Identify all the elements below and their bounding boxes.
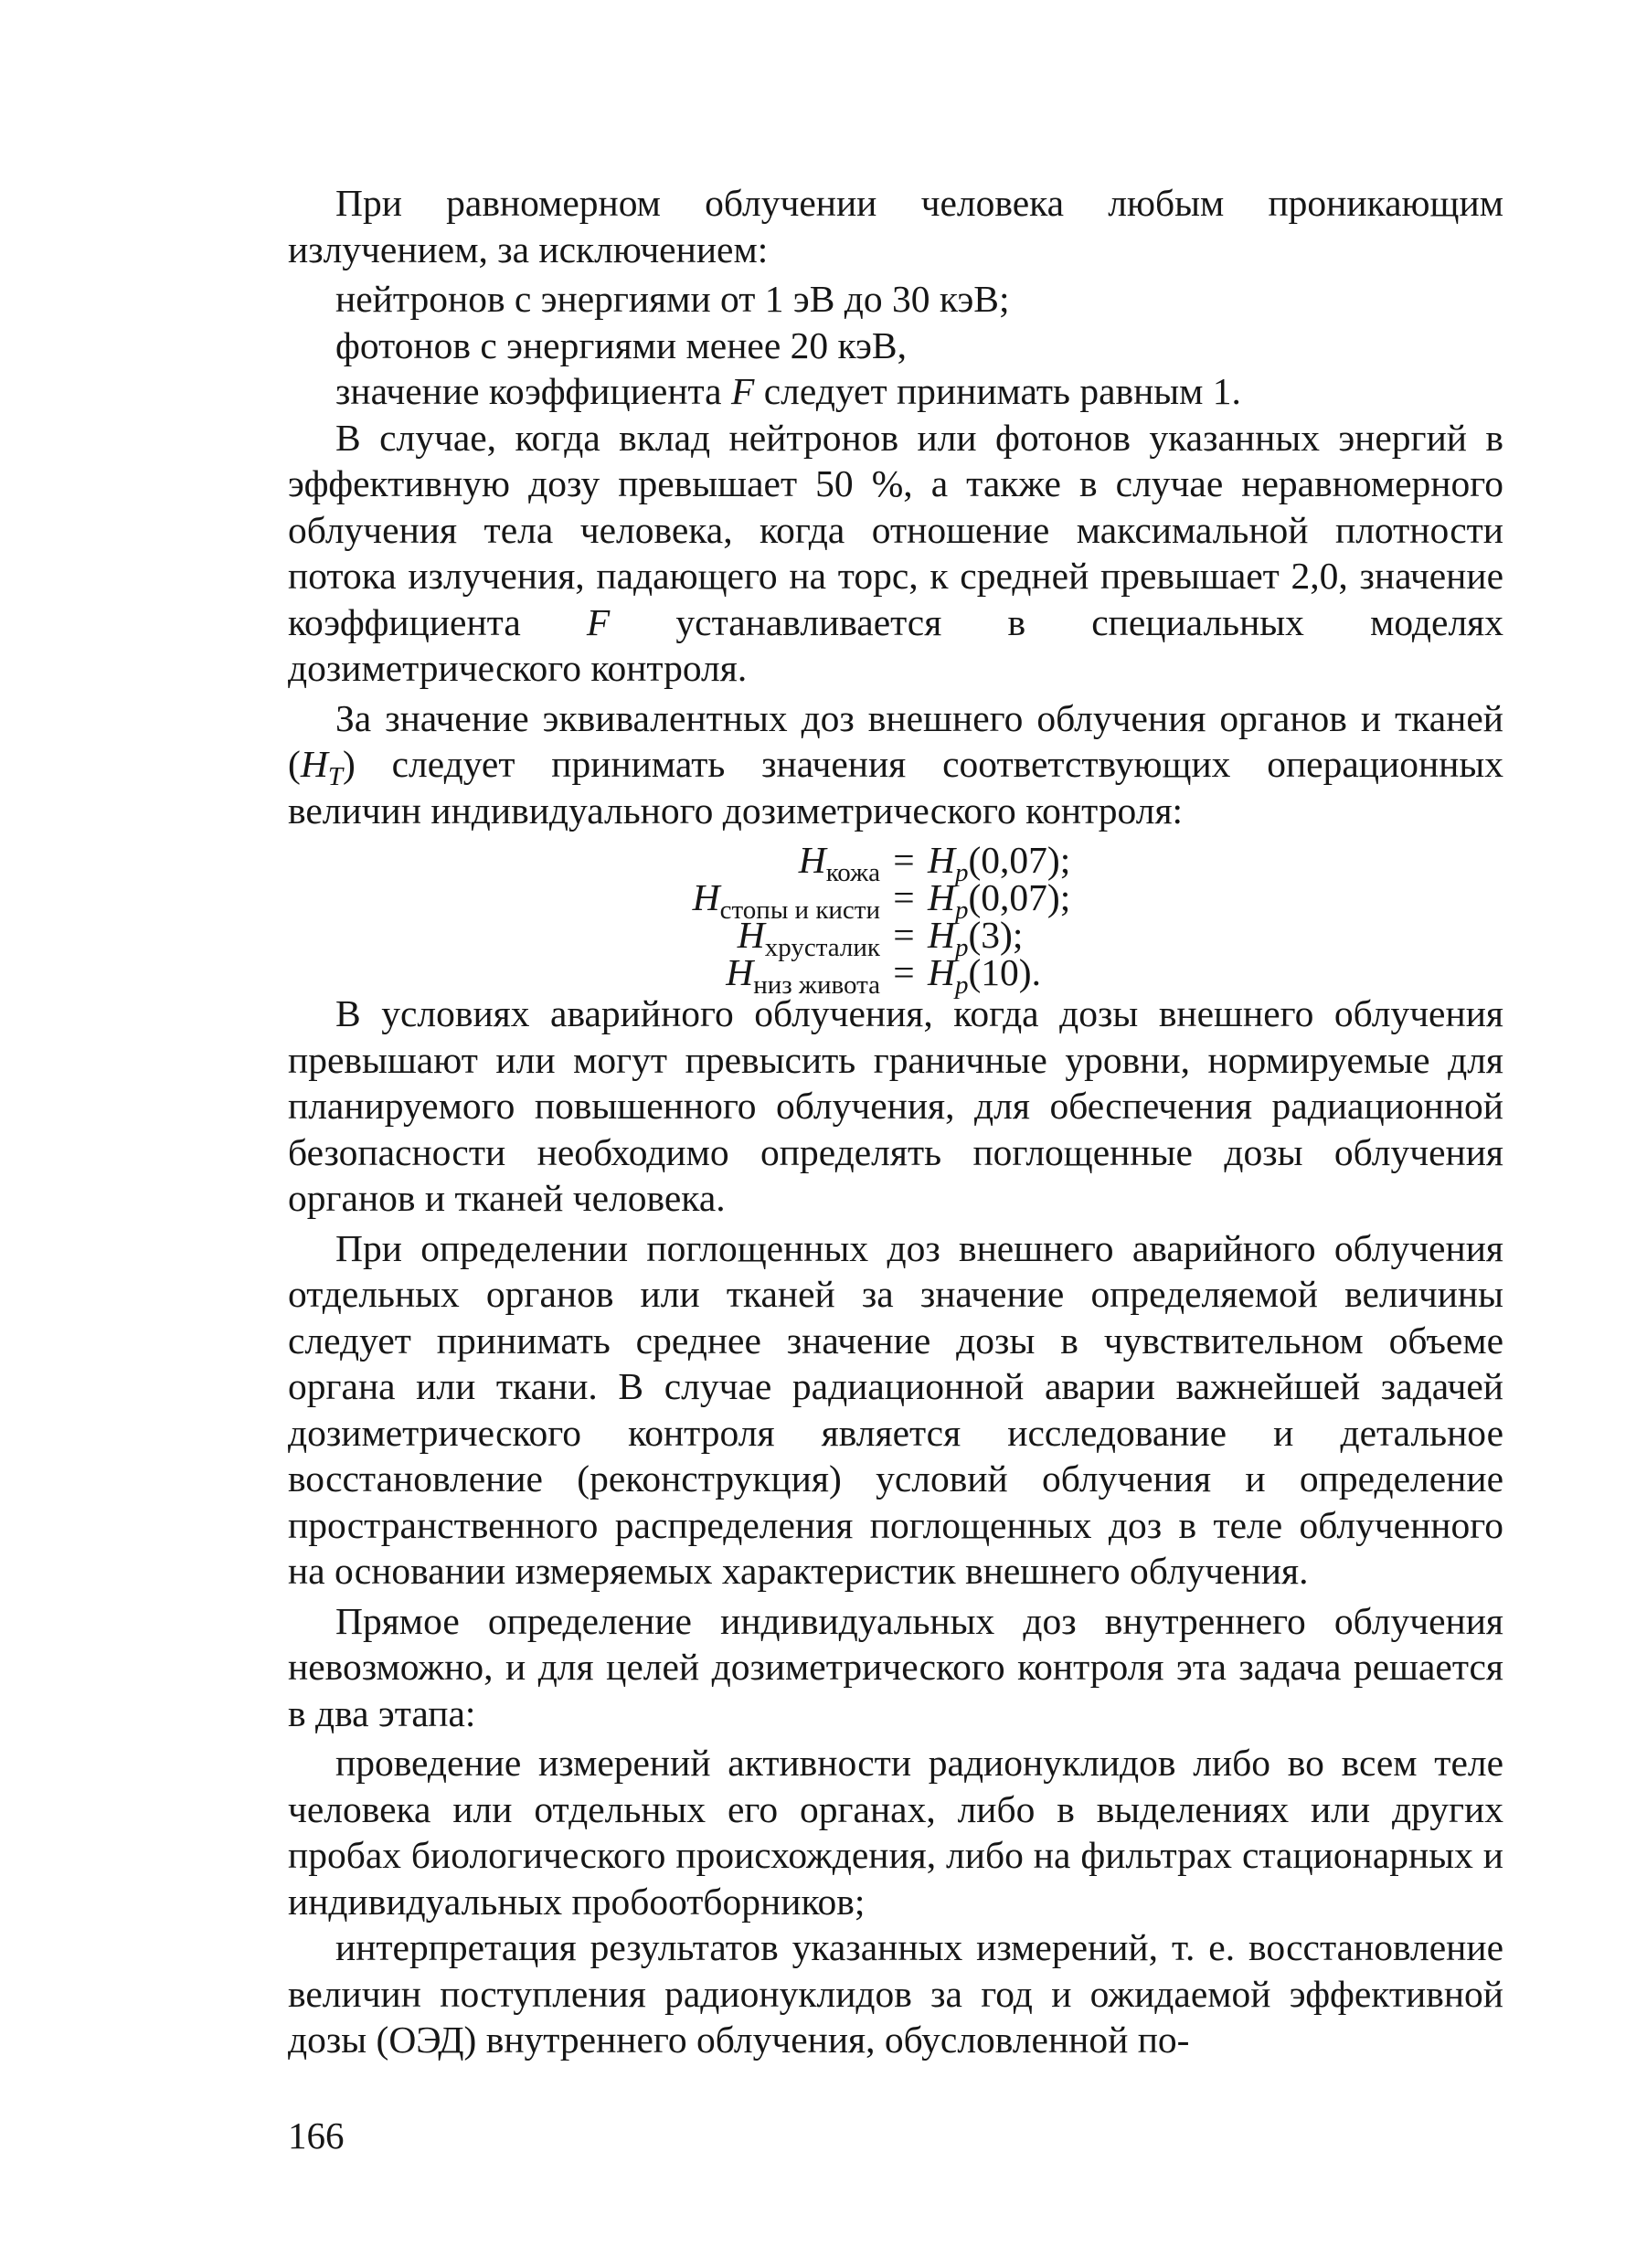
formula-block: [288, 837, 1503, 1000]
formula-subscript: p: [954, 970, 969, 1000]
text-segment: За значение эквивалентных доз внешнего облучения органов и тканей (: [288, 696, 1503, 785]
text-segment: ) следует принимать значения соответствующих операционных величин индивидуального дозиметрического контроля:: [288, 743, 1503, 832]
paragraph-coefficient-f: [288, 368, 1503, 415]
subscript-t: T: [327, 762, 343, 791]
formula-variable: H: [928, 914, 955, 956]
formula-argument: (0,07);: [968, 876, 1071, 918]
variable-f: F: [730, 370, 755, 412]
formula-subscript: p: [954, 933, 969, 962]
formula-equals: =: [893, 914, 915, 956]
text-segment: устанавливается в специальных моделях дозиметрического контроля.: [288, 600, 1503, 689]
list-item-interpretation: интерпретация результатов указанных измерений, т. е. восстановление величин поступления радионуклидов за год и ожидаемой эффективной дозы (ОЭД) внутреннего облучения, обусловленной по-: [288, 1926, 1503, 2061]
formula-rhs: [928, 949, 1041, 1000]
formula-equals: =: [893, 876, 915, 918]
list-item-neutrons: нейтронов с энергиями от 1 эВ до 30 кэВ;: [335, 278, 1010, 320]
page-number: 166: [288, 2114, 345, 2157]
formula-subscript: низ живота: [753, 970, 880, 1000]
text-segment: следует принимать равным 1.: [754, 370, 1241, 412]
formula-subscript: кожа: [825, 858, 880, 887]
text-segment: В случае, когда вклад нейтронов или фотонов указанных энергий в эффективную дозу превышает 50 %, а также в случае неравномерного облучения тела человека, когда отношение максимальной плотности потока излучения, падающего на торс, к средней превышает 2,0, значение коэффициента: [288, 416, 1503, 643]
formula-variable: H: [928, 951, 955, 993]
formula-feet-hands: [288, 874, 1503, 925]
paragraph-equivalent-doses: [288, 695, 1503, 834]
paragraph-uniform-exposure: При равномерном облучении человека любым проникающим излучением, за исключением:: [288, 182, 1503, 270]
formula-subscript: стопы и кисти: [719, 896, 880, 925]
formula-variable: H: [737, 914, 765, 956]
text-segment: значение коэффициента: [335, 370, 731, 412]
formula-equals: =: [893, 839, 915, 881]
formula-argument: (10).: [968, 951, 1041, 993]
formula-subscript: p: [954, 896, 969, 925]
body-text: [288, 180, 1503, 2063]
list-item-activity-measurement: проведение измерений активности радионуклидов либо во всем теле человека или отдельных его органах, либо в выделениях или других пробах биологического происхождения, либо на фильтрах стационарных и индивидуальных пробоотборников;: [288, 1742, 1503, 1923]
formula-subscript: хрусталик: [764, 933, 880, 962]
formula-variable: H: [798, 839, 826, 881]
variable-f: F: [586, 600, 611, 643]
formula-subscript: p: [954, 858, 969, 887]
paragraph-internal-exposure: Прямое определение индивидуальных доз внутреннего облучения невозможно, и для целей дозиметрического контроля эта задача решается в два этапа:: [288, 1599, 1503, 1734]
formula-lower-abdomen: [288, 949, 1503, 1000]
formula-argument: (0,07);: [968, 839, 1071, 881]
formula-variable: H: [692, 876, 720, 918]
formula-skin: [288, 837, 1503, 887]
paragraph-absorbed-doses: При определении поглощенных доз внешнего аварийного облучения отдельных органов или тканей за значение определяемой величины следует принимать среднее значение дозы в чувствительном объеме органа или ткани. В случае радиационной аварии важнейшей задачей дозиметрического контроля является исследование и детальное восстановление (реконструкция) условий облучения и определение пространственного распределения поглощенных доз в теле облученного на основании измеряемых характеристик внешнего облучения.: [288, 1226, 1503, 1592]
paragraph-neutron-photon-contribution: [288, 415, 1503, 692]
formula-lens: [288, 912, 1503, 962]
formula-argument: (3);: [968, 914, 1024, 956]
variable-h: H: [300, 743, 328, 785]
paragraph-emergency-exposure: В условиях аварийного облучения, когда дозы внешнего облучения превышают или могут превысить граничные уровни, нормируемые для планируемого повышенного облучения, для обеспечения радиационной безопасности необходимо определять поглощенные дозы облучения органов и тканей человека.: [288, 992, 1503, 1219]
formula-variable: H: [726, 951, 754, 993]
formula-variable: H: [928, 839, 955, 881]
formula-variable: H: [928, 876, 955, 918]
formula-equals: =: [893, 951, 915, 993]
list-item-photons: фотонов с энергиями менее 20 кэВ,: [335, 323, 907, 366]
